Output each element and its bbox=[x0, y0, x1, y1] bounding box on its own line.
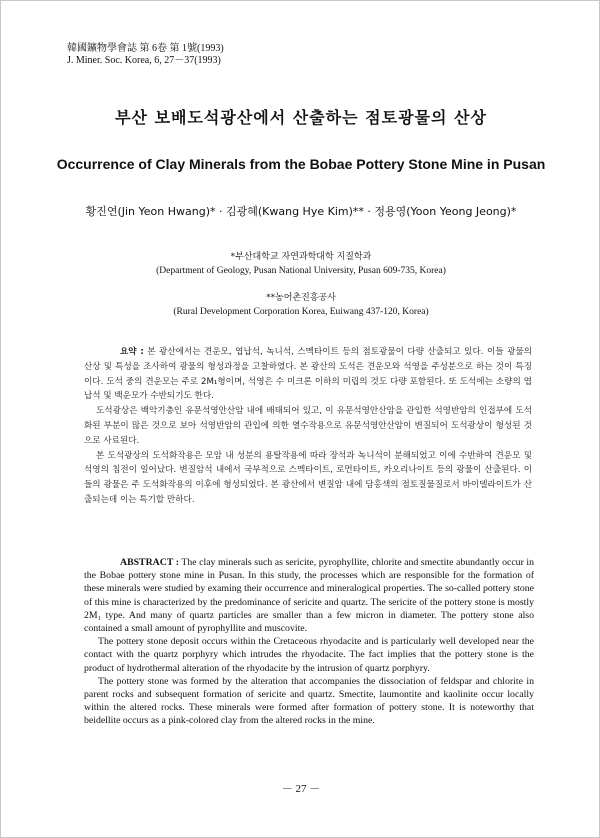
abstract-korean-paragraph-2: 도석광상은 백악기층인 유문석영안산암 내에 배태되어 있고, 이 유문석영안산암을 관입한 석영반암의 인접부에 도석화된 부분이 많은 것으로 보아 석영반암의 관입에 의한 열수작용으로 유문석영안산암이 변질되어 도석광상이 형성된 것으로 사료된다. bbox=[84, 406, 532, 446]
abstract-korean-label: 요약 : bbox=[120, 347, 144, 357]
abstract-english-label: ABSTRACT : bbox=[120, 557, 179, 568]
affiliation-2-english: (Rural Development Corporation Korea, Euiwang 437-120, Korea) bbox=[173, 307, 429, 317]
paper-title-english: Occurrence of Clay Minerals from the Bobae Pottery Stone Mine in Pusan bbox=[56, 156, 546, 172]
paper-title-korean: 부산 보배도석광산에서 산출하는 점토광물의 산상 bbox=[115, 108, 487, 127]
affiliation-1 bbox=[1, 249, 600, 276]
abstract-korean-text-1: 본 광산에서는 견운모, 엽납석, 녹니석, 스멕타이트 등의 점토광물이 다량 산출되고 있다. 이들 광물의 산상 및 특성을 조사하여 광물의 형성과정을 고찰하였다. 본 광산의 도석은 견운모와 석영을 주성분으로 하는 것이 특징이다. 도석 중의 견운모는 주로 2M₁형이며, 석영은 수 미크론 이하의 미립의 것도 다량 포함된다. 또 도석에는 소량의 엽납석 및 백운모가 수반되기도 한다. bbox=[84, 347, 532, 402]
journal-header-english: J. Miner. Soc. Korea, 6, 27－37(1993) bbox=[67, 55, 221, 66]
journal-header-korean: 韓國鑛物學會誌 第 6卷 第 1號(1993) bbox=[67, 43, 224, 54]
abstract-korean-paragraph-3: 본 도석광상의 도석화작용은 모암 내 성분의 용탈작용에 따라 장석과 녹니석이 분해되었고 이에 수반하여 견운모 및 석영의 침전이 일어났다. 변질암석 내에서 국부적으로 스멕타이트, 로먼타이트, 카오리나이트 등의 광물이 산출된다. 이들의 광물은 주 도석화작용의 이후에 형성되었다. 본 광산에서 변질암 내에 담홍색의 점토질물질로서 바이델라이트가 산출되는데 이는 특기할 만하다. bbox=[84, 450, 532, 505]
abstract-english-text-1: The clay minerals such as sericite, pyrophyllite, chlorite and smectite abundantly occur in the Bobae pottery stone mine in Pusan. In this study, the processes which are responsible for the formation of these minerals were studied by examing their occurrence and mineralogical properties. The so-called pottery stone of this mine is characterized by the predominance of sericite and quartz. The sericite of the pottery stone is mostly 2M₁ type. And many of quartz particles are smaller than a few micron in diameter. The pottery stone also contained a small amount of pyrophyllite and muscovite. bbox=[84, 557, 534, 635]
abstract-english-paragraph-1 bbox=[84, 556, 534, 635]
page-number: － 27 － bbox=[281, 783, 321, 795]
abstract-korean-paragraph-1 bbox=[84, 345, 532, 404]
abstract-english-paragraph-2: The pottery stone deposit occurs within the Cretaceous rhyodacite and is particularly well developed near the contact with the quartz porphyry which intrudes the rhyodacite. The fact implies that the pottery stone is the product of hydrothermal alteration of the rhyodacite by the intrusion of quartz porphyry. bbox=[84, 636, 534, 674]
affiliation-1-english: (Department of Geology, Pusan National University, Pusan 609-735, Korea) bbox=[156, 266, 446, 276]
author-list: 황진연(Jin Yeon Hwang)* · 김광혜(Kwang Hye Kim)** · 정용영(Yoon Yeong Jeong)* bbox=[85, 205, 517, 218]
affiliation-1-korean: *부산대학교 자연과학대학 지질학과 bbox=[230, 252, 372, 262]
abstract-korean bbox=[84, 345, 532, 508]
abstract-english bbox=[84, 556, 534, 728]
journal-header bbox=[67, 43, 224, 67]
affiliation-2-korean: **농어촌진흥공사 bbox=[266, 293, 336, 303]
abstract-english-paragraph-3: The pottery stone was formed by the alteration that accompanies the dissociation of feldspar and chlorite in parent rocks and subsequent formation of sericite and quartz. Smectite, laumontite and kaolinite occur locally within the altered rocks. These minerals were formed after formation of pottery stone. It is noteworthy that beidellite occurs as a pink-colored clay from the altered rocks in the mine. bbox=[84, 675, 534, 727]
affiliation-2 bbox=[1, 290, 600, 317]
